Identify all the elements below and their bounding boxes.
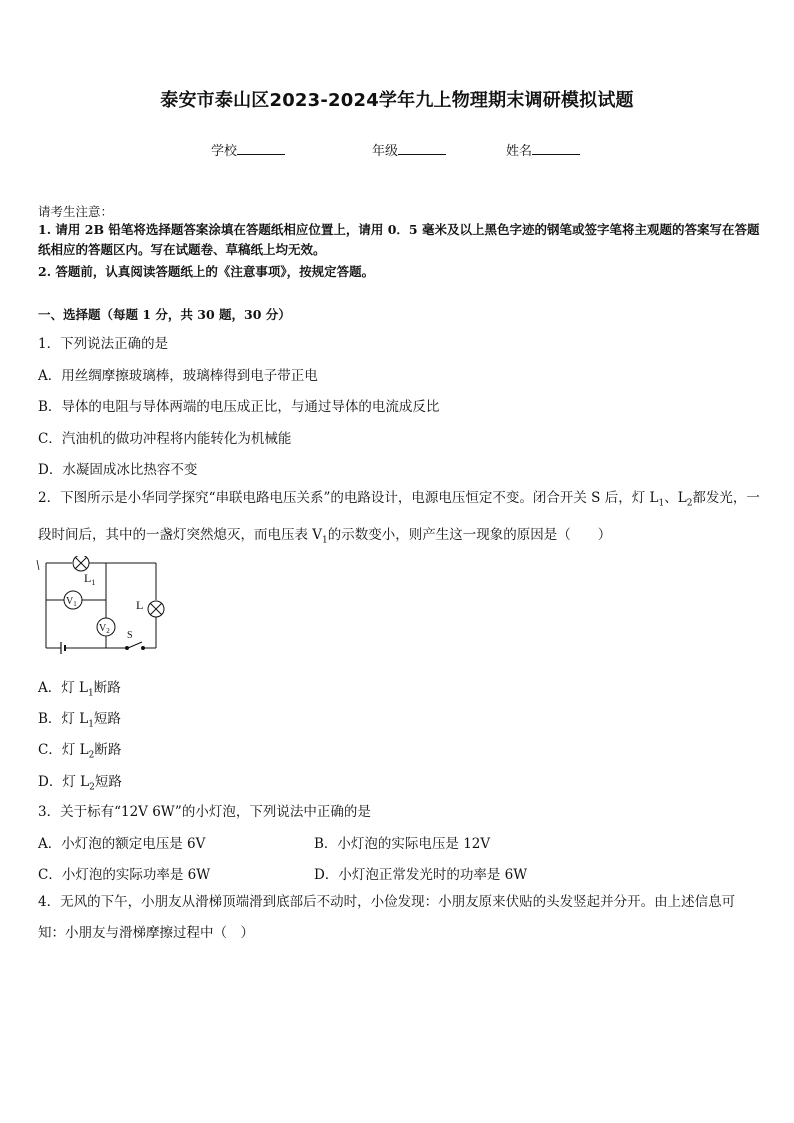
switch-lever [128,642,142,648]
name-field: 姓名 [506,140,580,159]
page-title: 泰安市泰山区2023-2024学年九上物理期末调研模拟试题 [160,90,634,111]
q3-option-a: A．小灯泡的额定电压是 6V [38,836,206,852]
notes-heading: 请考生注意： [38,204,114,219]
q1-option-a: A．用丝绸摩擦玻璃棒，玻璃棒得到电子带正电 [38,368,318,384]
q3-option-c: C．小灯泡的实际功率是 6W [38,867,211,883]
label-v1: $V_1$ [66,596,77,608]
school-blank[interactable] [237,142,285,155]
q2-option-c: C．灯 $L_2$断路 [38,742,122,761]
section-heading: 一、选择题（每题 1 分，共 30 题，30 分） [38,307,291,322]
q1-option-c: C．汽油机的做功冲程将内能转化为机械能 [38,431,292,447]
name-blank[interactable] [532,142,580,155]
label-l2: L [136,598,144,612]
q1-option-b: B．导体的电阻与导体两端的电压成正比，与通过导体的电流成反比 [38,399,440,415]
q3-option-b: B．小灯泡的实际电压是 12V [314,836,491,852]
q4-stem: 4．无风的下午，小朋友从滑梯顶端滑到底部后不动时，小俭发现：小朋友原来伏贴的头发竖起并分开。由上述信息可知：小朋友与滑梯摩擦过程中（ ） [38,894,736,941]
q2-stem: 2．下图所示是小华同学探究“串联电路电压关系”的电路设计，电源电压恒定不变。闭合开关 S 后，灯 $L_1$、$L_2$都发光，一段时间后，其中的一盏灯突然熄灭，而电压表 $V_1$的示数变小，则产生这一现象的原因是（ ） [38,490,760,546]
q3-stem: 3．关于标有“12V 6W”的小灯泡，下列说法中正确的是 [38,804,371,820]
grade-field: 年级 [372,140,446,159]
note-item-2: 2. 答题前，认真阅读答题纸上的《注意事项》，按规定答题。 [38,264,375,279]
school-field: 学校 [211,140,285,159]
grade-blank[interactable] [398,142,446,155]
label-v2: $V_2$ [99,623,110,635]
note-item-1: 1. 请用 2B 铅笔将选择题答案涂填在答题纸相应位置上，请用 0．5 毫米及以上黑色字迹的钢笔或签字笔将主观题的答案写在答题纸相应的答题区内。写在试题卷、草稿纸上均无效。 [38,222,760,257]
q2-option-a: A．灯 $L_1$断路 [38,680,121,699]
q1-stem: 1．下列说法正确的是 [38,336,169,352]
q2-option-b: B．灯 $L_1$短路 [38,711,121,730]
q2-option-d: D．灯 $L_2$短路 [38,774,122,793]
q3-option-d: D．小灯泡正常发光时的功率是 6W [314,867,528,883]
q1-option-d: D．水凝固成冰比热容不变 [38,462,198,478]
label-s: S [127,630,133,641]
label-l1: $L_1$ [84,571,96,587]
circuit-diagram [36,556,166,656]
